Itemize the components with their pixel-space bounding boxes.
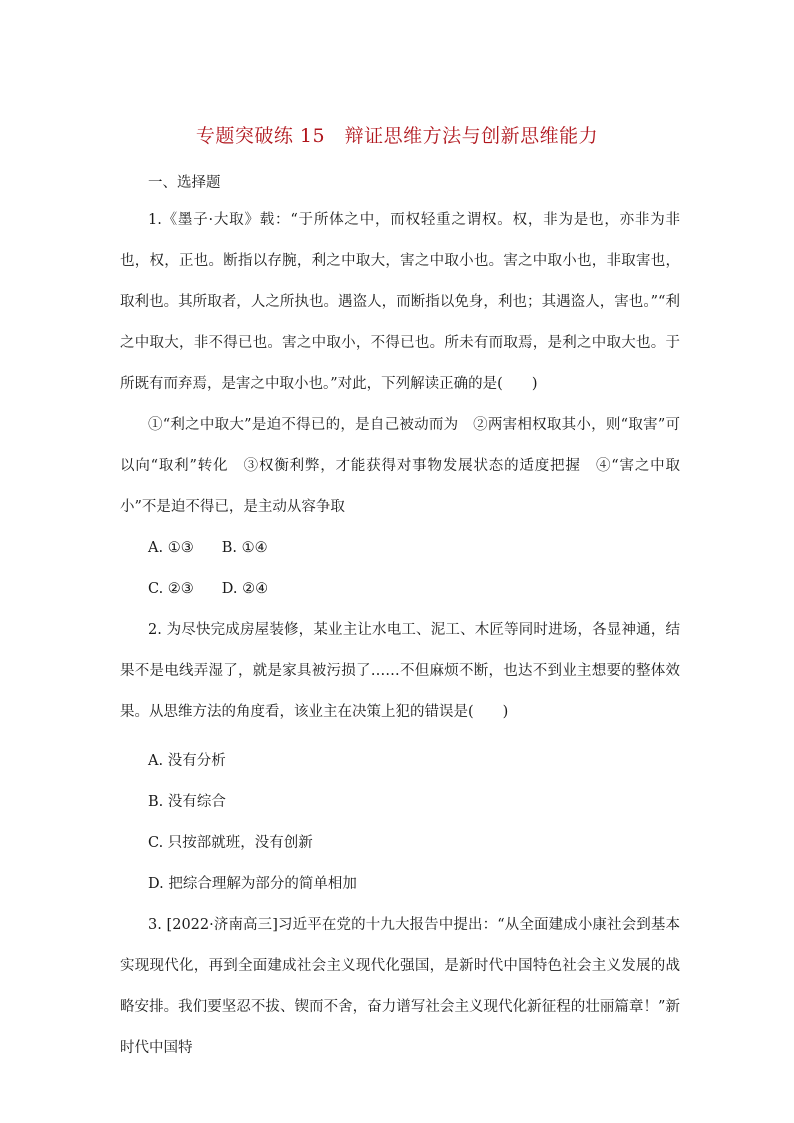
question-3-stem: 3. [2022·济南高三]习近平在党的十九大报告中提出：“从全面建成小康社会到基本实现现代化，再到全面建成社会主义现代化强国，是新时代中国特色社会主义发展的战略安排。我们要坚忍不拔、锲而不舍，奋力谱写社会主义现代化新征程的壮丽篇章！”新时代中国特 [120, 917, 680, 1056]
question-2-option-d-row [120, 864, 680, 905]
section-heading: 一、选择题 [148, 175, 221, 191]
option-row [120, 528, 680, 569]
question-1-statements-block [120, 405, 680, 528]
question-1-options-row-2 [120, 569, 680, 610]
question-2-option-a-row [120, 741, 680, 782]
question-1 [120, 200, 680, 405]
question-3 [120, 905, 680, 1069]
question-1-stem: 1.《墨子·大取》载：“于所体之中，而权轻重之谓权。权，非为是也，亦非为非也，权，正也。断指以存腕，利之中取大，害之中取小也。害之中取小也，非取害也，取利也。其所取者，人之所执也。遇盗人，而断指以免身，利也；其遇盗人，害也。”“利之中取大，非不得已也。害之中取小，不得已也。所未有而取焉，是利之中取大也。于所既有而弃焉，是害之中取小也。”对此，下列解读正确的是( ) [120, 212, 680, 392]
option-d[interactable]: D. 把综合理解为部分的简单相加 [148, 876, 357, 892]
option-c[interactable]: C. 只按部就班，没有创新 [148, 835, 313, 851]
question-1-options-row-1 [120, 528, 680, 569]
option-a[interactable]: A. ①③ [148, 540, 194, 556]
option-b[interactable]: B. 没有综合 [148, 794, 226, 810]
option-a[interactable]: A. 没有分析 [148, 753, 226, 769]
question-1-statements: ①“利之中取大”是迫不得已的，是自己被动而为 ②两害相权取其小，则“取害”可以向“取利”转化 ③权衡利弊，才能获得对事物发展状态的适度把握 ④“害之中取小”不是迫不得已，是主动从容争取 [120, 417, 680, 515]
question-2-stem: 2. 为尽快完成房屋装修，某业主让水电工、泥工、木匠等同时进场，各显神通，结果不是电线弄湿了，就是家具被污损了……不但麻烦不断，也达不到业主想要的整体效果。从思维方法的角度看，该业主在决策上犯的错误是( ) [120, 622, 680, 720]
question-2-option-b-row [120, 782, 680, 823]
question-2-option-c-row [120, 823, 680, 864]
page-title: 专题突破练 15 辩证思维方法与创新思维能力 [195, 125, 599, 147]
option-b[interactable]: B. ①④ [221, 540, 268, 556]
option-d[interactable]: D. ②④ [221, 581, 269, 597]
option-row [120, 569, 680, 610]
question-2 [120, 610, 680, 733]
option-c[interactable]: C. ②③ [148, 581, 194, 597]
